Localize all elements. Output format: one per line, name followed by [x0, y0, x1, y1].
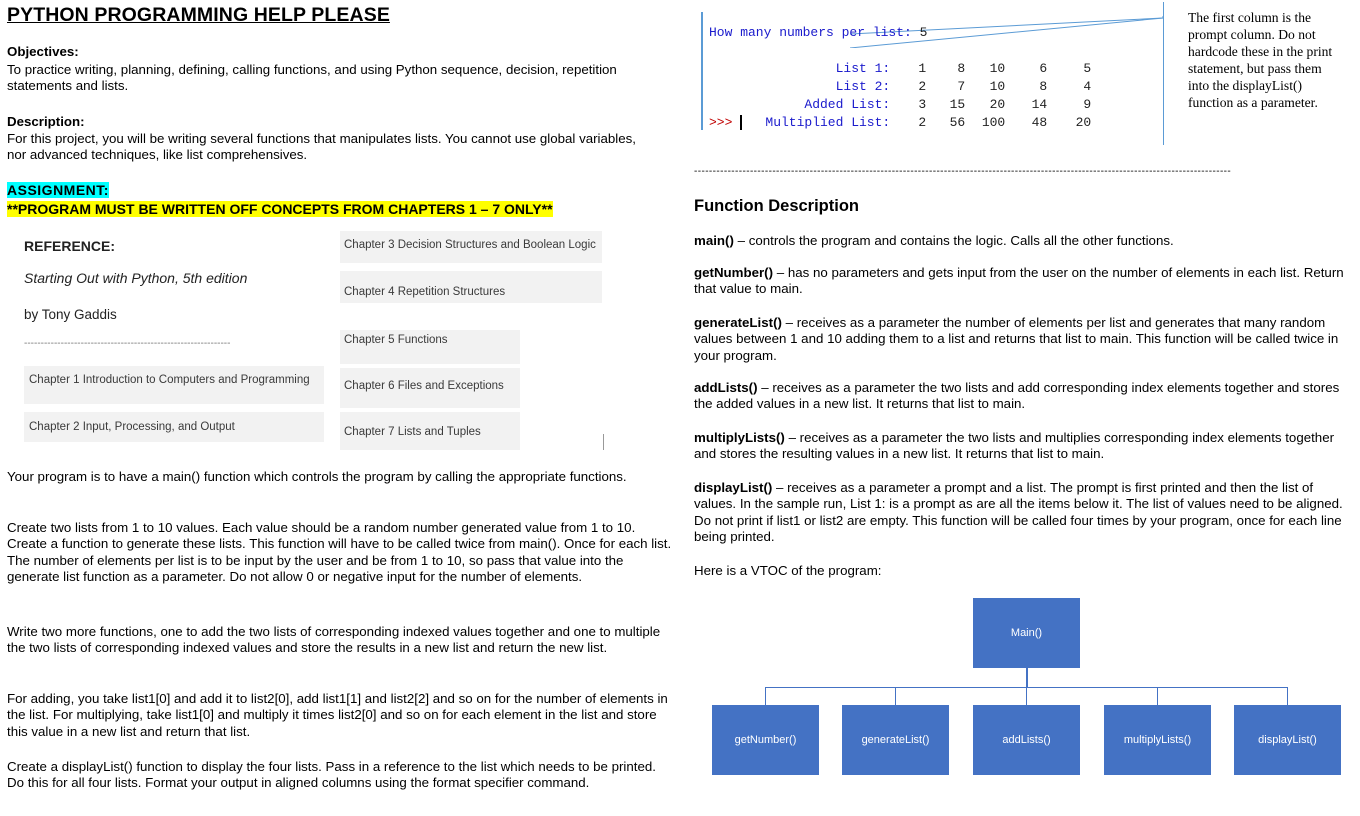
function-displaylist [694, 480, 1344, 545]
function-description-heading: Function Description [694, 197, 859, 215]
function-desc: – receives as a parameter a prompt and a list. The prompt is first printed and then the list of values. In the sample run, List 1: is a prompt as are all the items below it. The list of values need to be aligned. Do not print if list1 or list2 are empty. This function will be called four times by your program, once for each line being printed. [694, 480, 1343, 544]
function-desc: – controls the program and contains the logic. Calls all the other functions. [733, 233, 1174, 248]
sample-row-label: Multiplied List: [765, 115, 891, 130]
function-multiplylists [694, 430, 1344, 463]
divider-tick [603, 434, 604, 450]
sample-value: 10 [989, 79, 1006, 94]
function-name: displayList() [694, 480, 773, 495]
function-addlists [694, 380, 1344, 413]
function-name: multiplyLists() [694, 430, 785, 445]
chapter-4: Chapter 4 Repetition Structures [340, 271, 602, 303]
paragraph-main: Your program is to have a main() function which controls the program by calling the appropriate functions. [7, 469, 627, 484]
function-main [694, 233, 1344, 249]
sample-value: 15 [949, 97, 966, 112]
vtoc-intro: Here is a VTOC of the program: [694, 563, 882, 578]
chapter-1: Chapter 1 Introduction to Computers and Programming [24, 366, 324, 404]
vtoc-connector [1026, 687, 1027, 705]
function-getnumber [694, 265, 1344, 298]
function-desc: – receives as a parameter the two lists and add corresponding index elements together and stores the added values in a new list. It returns that list to main. [694, 380, 1340, 412]
function-name: main() [694, 233, 734, 248]
sample-input: 5 [919, 25, 928, 40]
shell-prompt-line [709, 114, 742, 132]
sample-value: 14 [1031, 97, 1048, 112]
callout-note: The first column is the prompt column. Do not hardcode these in the print statement, but pass them into the displayList() function as a parameter. [1188, 10, 1333, 110]
assignment-label: ASSIGNMENT: [7, 182, 109, 198]
reference-book: Starting Out with Python, 5th edition [24, 270, 248, 286]
section-separator: ------------------------------------------------------------------------------------------------------------------------------------------------ [694, 166, 1232, 177]
objectives-text: To practice writing, planning, defining, calling functions, and using Python sequence, decision, repetition statements and lists. [7, 62, 617, 94]
page-title: PYTHON PROGRAMMING HELP PLEASE [7, 4, 390, 26]
vtoc-connector [1157, 687, 1158, 705]
paragraph-display: Create a displayList() function to display the four lists. Pass in a reference to the list which needs to be printed. Do this for all four lists. Format your output in aligned columns using the format specifier command. [7, 759, 656, 791]
sample-value: 20 [989, 97, 1006, 112]
vtoc-child-box: displayList() [1234, 705, 1341, 775]
sample-value: 8 [1039, 79, 1048, 94]
chapter-5: Chapter 5 Functions [340, 330, 520, 364]
sample-value: 1 [918, 61, 927, 76]
paragraph-add-multiply: Write two more functions, one to add the two lists of corresponding indexed values together and one to multiple the two lists of corresponding indexed values and store the results in a new list and return the new list. [7, 624, 661, 656]
vtoc-connector [1287, 687, 1288, 705]
assignment-note: **PROGRAM MUST BE WRITTEN OFF CONCEPTS FROM CHAPTERS 1 – 7 ONLY** [7, 201, 553, 217]
sample-prompt-line [709, 24, 927, 42]
vtoc-child-box: addLists() [973, 705, 1080, 775]
sample-value: 10 [989, 61, 1006, 76]
description-text: For this project, you will be writing several functions that manipulates lists. You cannot use global variables, nor advanced techniques, like list comprehensives. [7, 131, 636, 163]
sample-value: 3 [918, 97, 927, 112]
reference-author: by Tony Gaddis [24, 307, 117, 322]
chapter-2: Chapter 2 Input, Processing, and Output [24, 412, 324, 442]
sample-prompt: How many numbers per list: [709, 25, 920, 40]
vtoc-connector [895, 687, 896, 705]
sample-value: 8 [957, 61, 966, 76]
vtoc-child-box: generateList() [842, 705, 949, 775]
sample-value: 2 [918, 115, 927, 130]
chapter-7: Chapter 7 Lists and Tuples [340, 412, 520, 450]
paragraph-create-lists: Create two lists from 1 to 10 values. Each value should be a random number generated value from 1 to 10. Create a function to generate these lists. This function will have to be called twice from main(). Once for each list. The number of elements per list is to be input by the user and be from 1 to 10, so pass that value into the generate list function as a parameter. Do not allow 0 or negative input for the number of elements. [7, 520, 672, 584]
sample-value: 20 [1075, 115, 1092, 130]
sample-value: 9 [1083, 97, 1092, 112]
function-name: generateList() [694, 315, 782, 330]
sample-row-label: List 1: [781, 61, 891, 76]
sample-value: 4 [1083, 79, 1092, 94]
text-cursor [740, 115, 742, 130]
sample-value: 5 [1083, 61, 1092, 76]
shell-prompt: >>> [709, 115, 741, 130]
sample-value: 100 [981, 115, 1006, 130]
sample-value: 2 [918, 79, 927, 94]
sample-left-border [701, 12, 703, 130]
description-heading: Description: [7, 114, 85, 129]
vtoc-connector [765, 687, 766, 705]
function-desc: – has no parameters and gets input from the user on the number of elements in each list. Return that value to main. [694, 265, 1344, 297]
chapter-6: Chapter 6 Files and Exceptions [340, 368, 520, 408]
sample-row-multiplied [709, 96, 1091, 150]
sample-row-label: Added List: [781, 97, 891, 112]
sample-value: 48 [1031, 115, 1048, 130]
paragraph-adding-detail: For adding, you take list1[0] and add it to list2[0], add list1[1] and list2[2] and so on for the number of elements in the list. For multiplying, take list1[0] and multiply it times list2[0] and so on for each element in the list and store this value in a new list and return that list. [7, 691, 668, 739]
function-generatelist [694, 315, 1344, 364]
sample-value: 6 [1039, 61, 1048, 76]
vtoc-connector [1026, 668, 1028, 688]
reference-divider: -------------------------------------------------------------- [24, 338, 231, 349]
vtoc-child-box: multiplyLists() [1104, 705, 1211, 775]
sample-row-label: List 2: [781, 79, 891, 94]
function-name: getNumber() [694, 265, 774, 280]
objectives-heading: Objectives: [7, 44, 79, 59]
function-name: addLists() [694, 380, 758, 395]
sample-value: 7 [957, 79, 966, 94]
sample-value: 56 [949, 115, 966, 130]
function-desc: – receives as a parameter the number of elements per list and generates that many random values between 1 and 10 adding them to a list and returns that list to main. This function will be called twice in your program. [694, 315, 1339, 363]
vtoc-child-box: getNumber() [712, 705, 819, 775]
chapter-3: Chapter 3 Decision Structures and Boolean Logic [340, 231, 602, 263]
reference-heading: REFERENCE: [24, 238, 116, 254]
vtoc-root-box: Main() [973, 598, 1080, 668]
function-desc: – receives as a parameter the two lists and multiplies corresponding index elements together and stores the resulting values in a new list. It returns that list to main. [694, 430, 1335, 462]
